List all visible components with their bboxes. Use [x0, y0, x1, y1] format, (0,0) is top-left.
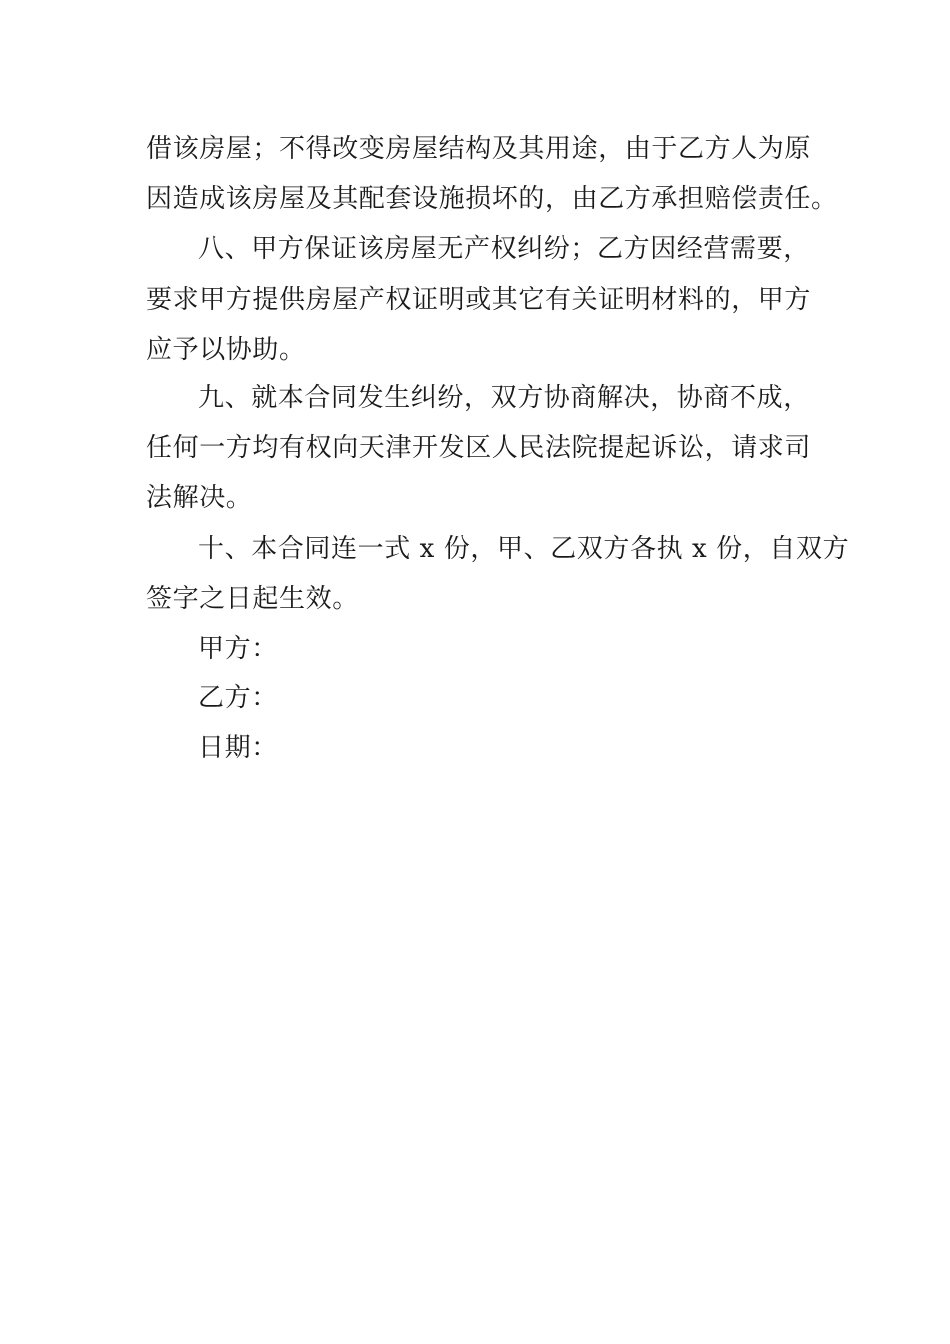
clause-8-line-1: 八、甲方保证该房屋无产权纠纷；乙方因经营需要， [198, 234, 810, 264]
paragraph-7-line-3: 因造成该房屋及其配套设施损坏的，由乙方承担赔偿责任。 [146, 184, 838, 214]
party-a-signature-label: 甲方： [198, 634, 278, 664]
date-label: 日期： [198, 733, 278, 763]
clause-9-line-2: 任何一方均有权向天津开发区人民法院提起诉讼，请求司 [146, 433, 812, 463]
paragraph-7-line-2: 借该房屋；不得改变房屋结构及其用途，由于乙方人为原 [146, 134, 812, 164]
party-b-signature-label: 乙方： [198, 683, 278, 713]
clause-8-line-2: 要求甲方提供房屋产权证明或其它有关证明材料的，甲方 [146, 285, 812, 315]
clause-8-line-3: 应予以协助。 [146, 335, 306, 365]
clause-10-line-2: 签字之日起生效。 [146, 584, 359, 614]
clause-10-line-1: 十、本合同连一式 x 份，甲、乙双方各执 x 份，自双方 [198, 534, 850, 564]
clause-9-line-1: 九、就本合同发生纠纷，双方协商解决，协商不成， [198, 383, 810, 413]
clause-9-line-3: 法解决。 [146, 483, 253, 513]
